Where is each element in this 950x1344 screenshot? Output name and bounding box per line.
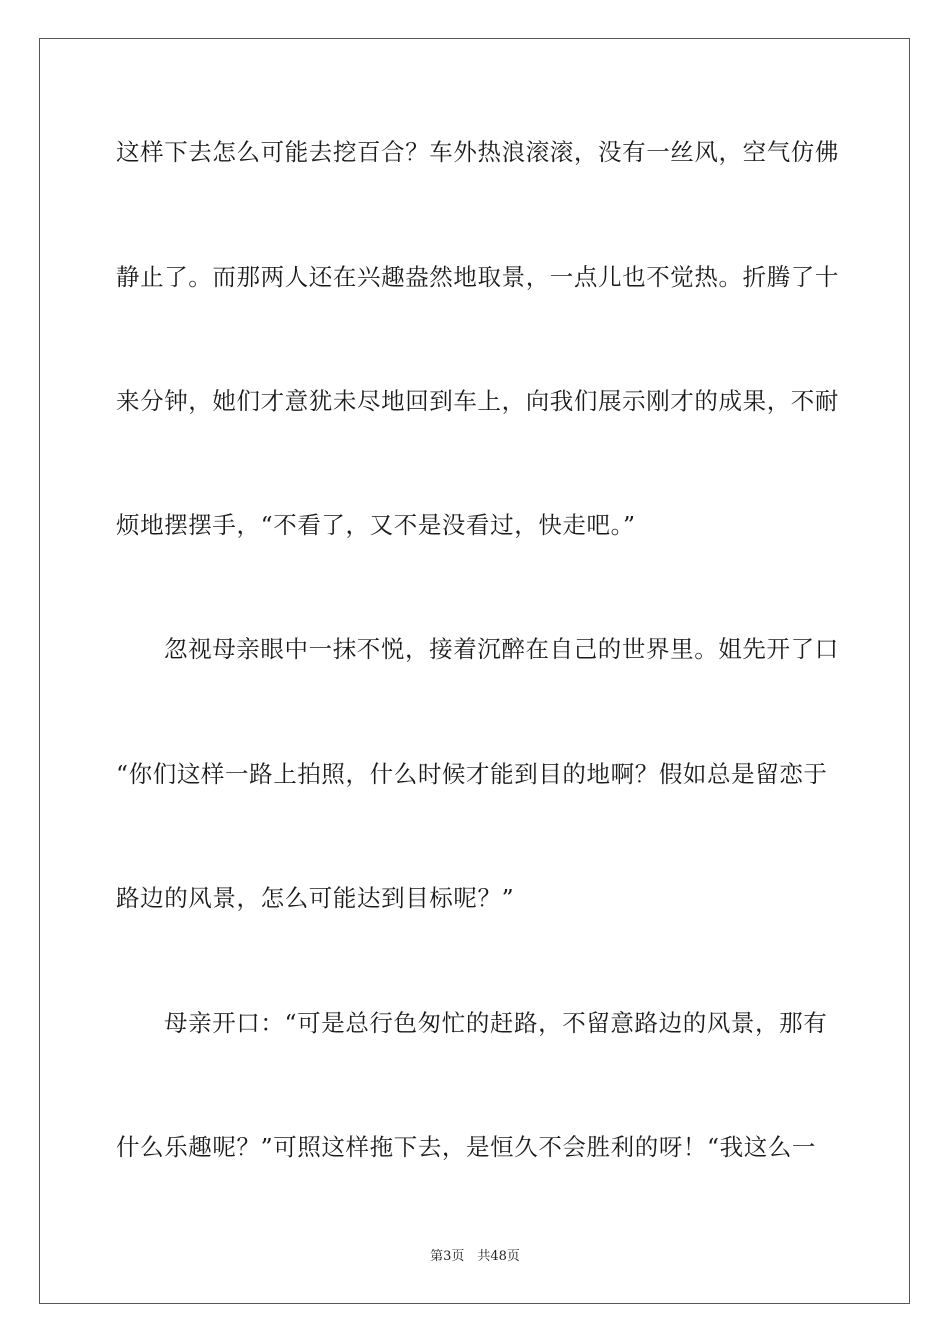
text-line: 什么乐趣呢？”可照这样拖下去，是恒久不会胜利的呀！“我这么一 <box>116 1133 817 1161</box>
text-line: 来分钟，她们才意犹未尽地回到车上，向我们展示刚才的成果，不耐 <box>116 387 839 415</box>
page-number-footer: 第3页 共48页 <box>430 1249 520 1264</box>
text-line: 静止了。而那两人还在兴趣盎然地取景，一点儿也不觉热。折腾了十 <box>116 263 839 291</box>
text-line: 这样下去怎么可能去挖百合？车外热浪滚滚，没有一丝风，空气仿佛 <box>116 138 839 166</box>
text-line: 路边的风景，怎么可能达到目标呢？” <box>116 884 515 912</box>
text-line: “你们这样一路上拍照，什么时候才能到目的地啊？假如总是留恋于 <box>116 760 828 788</box>
text-line: 母亲开口：“可是总行色匆忙的赶路，不留意路边的风景，那有 <box>164 1009 828 1037</box>
text-line: 忽视母亲眼中一抹不悦，接着沉醉在自己的世界里。姐先开了口 <box>164 635 839 663</box>
text-line: 烦地摆摆手，“不看了，又不是没看过，快走吧。” <box>116 511 636 539</box>
page-border <box>39 38 910 1304</box>
